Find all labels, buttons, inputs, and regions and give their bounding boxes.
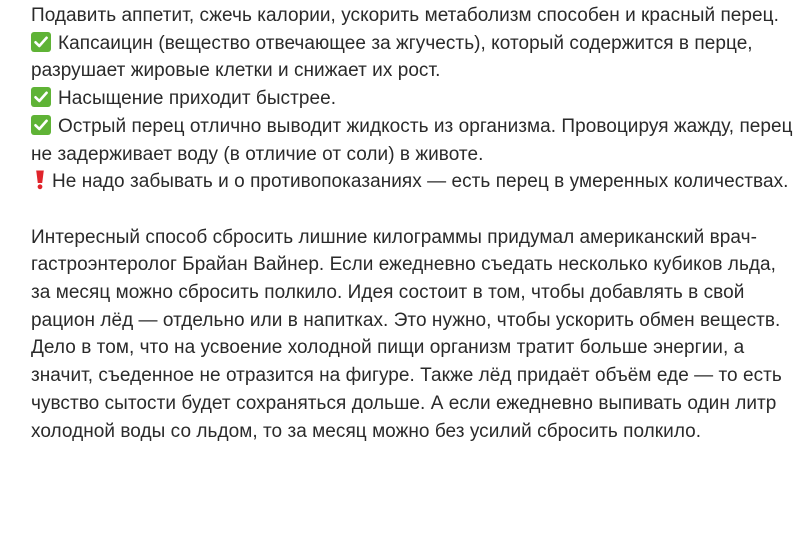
exclamation-mark-icon bbox=[34, 169, 46, 190]
list-item bbox=[31, 30, 799, 85]
list-item-text: Насыщение приходит быстрее. bbox=[58, 88, 337, 110]
ice-paragraph: Интересный способ сбросить лишние килограммы придумал американский врач-гастроэнтеролог Брайан Вайнер. Если ежедневно съедать несколько кубиков льда, за месяц можно сбросить полкило. Идея состоит в том, чтобы добавлять в свой рацион лёд — отдельно или в напитках. Это нужно, чтобы ускорить обмен веществ. Дело в том, что на усвоение холодной пищи организм тратит больше энергии, а значит, съеденное не отразится на фигуре. Также лёд придаёт объём еде — то есть чувство сытости будет сохраняться дольше. А если ежедневно выпивать один литр холодной воды со льдом, то за месяц можно без усилий сбросить полкило. bbox=[31, 226, 782, 442]
list-item bbox=[31, 85, 799, 113]
post-body bbox=[31, 2, 799, 445]
check-mark-icon bbox=[31, 115, 51, 135]
warning-text: Не надо забывать и о противопоказаниях — есть перец в умеренных количествах. bbox=[52, 171, 789, 193]
list-item-text: Капсаицин (вещество отвечающее за жгучесть), который содержится в перце, разрушает жировые клетки и снижает их рост. bbox=[31, 32, 753, 82]
list-item bbox=[31, 113, 799, 168]
check-mark-icon bbox=[31, 87, 51, 107]
warning-item bbox=[31, 168, 799, 196]
paragraph-spacer bbox=[31, 196, 799, 224]
intro-text: Подавить аппетит, сжечь калории, ускорить метаболизм способен и красный перец. bbox=[31, 5, 779, 26]
list-item-text: Острый перец отлично выводит жидкость из организма. Провоцируя жажду, перец не задерживает воду (в отличие от соли) в животе. bbox=[31, 115, 793, 165]
check-mark-icon bbox=[31, 32, 51, 52]
